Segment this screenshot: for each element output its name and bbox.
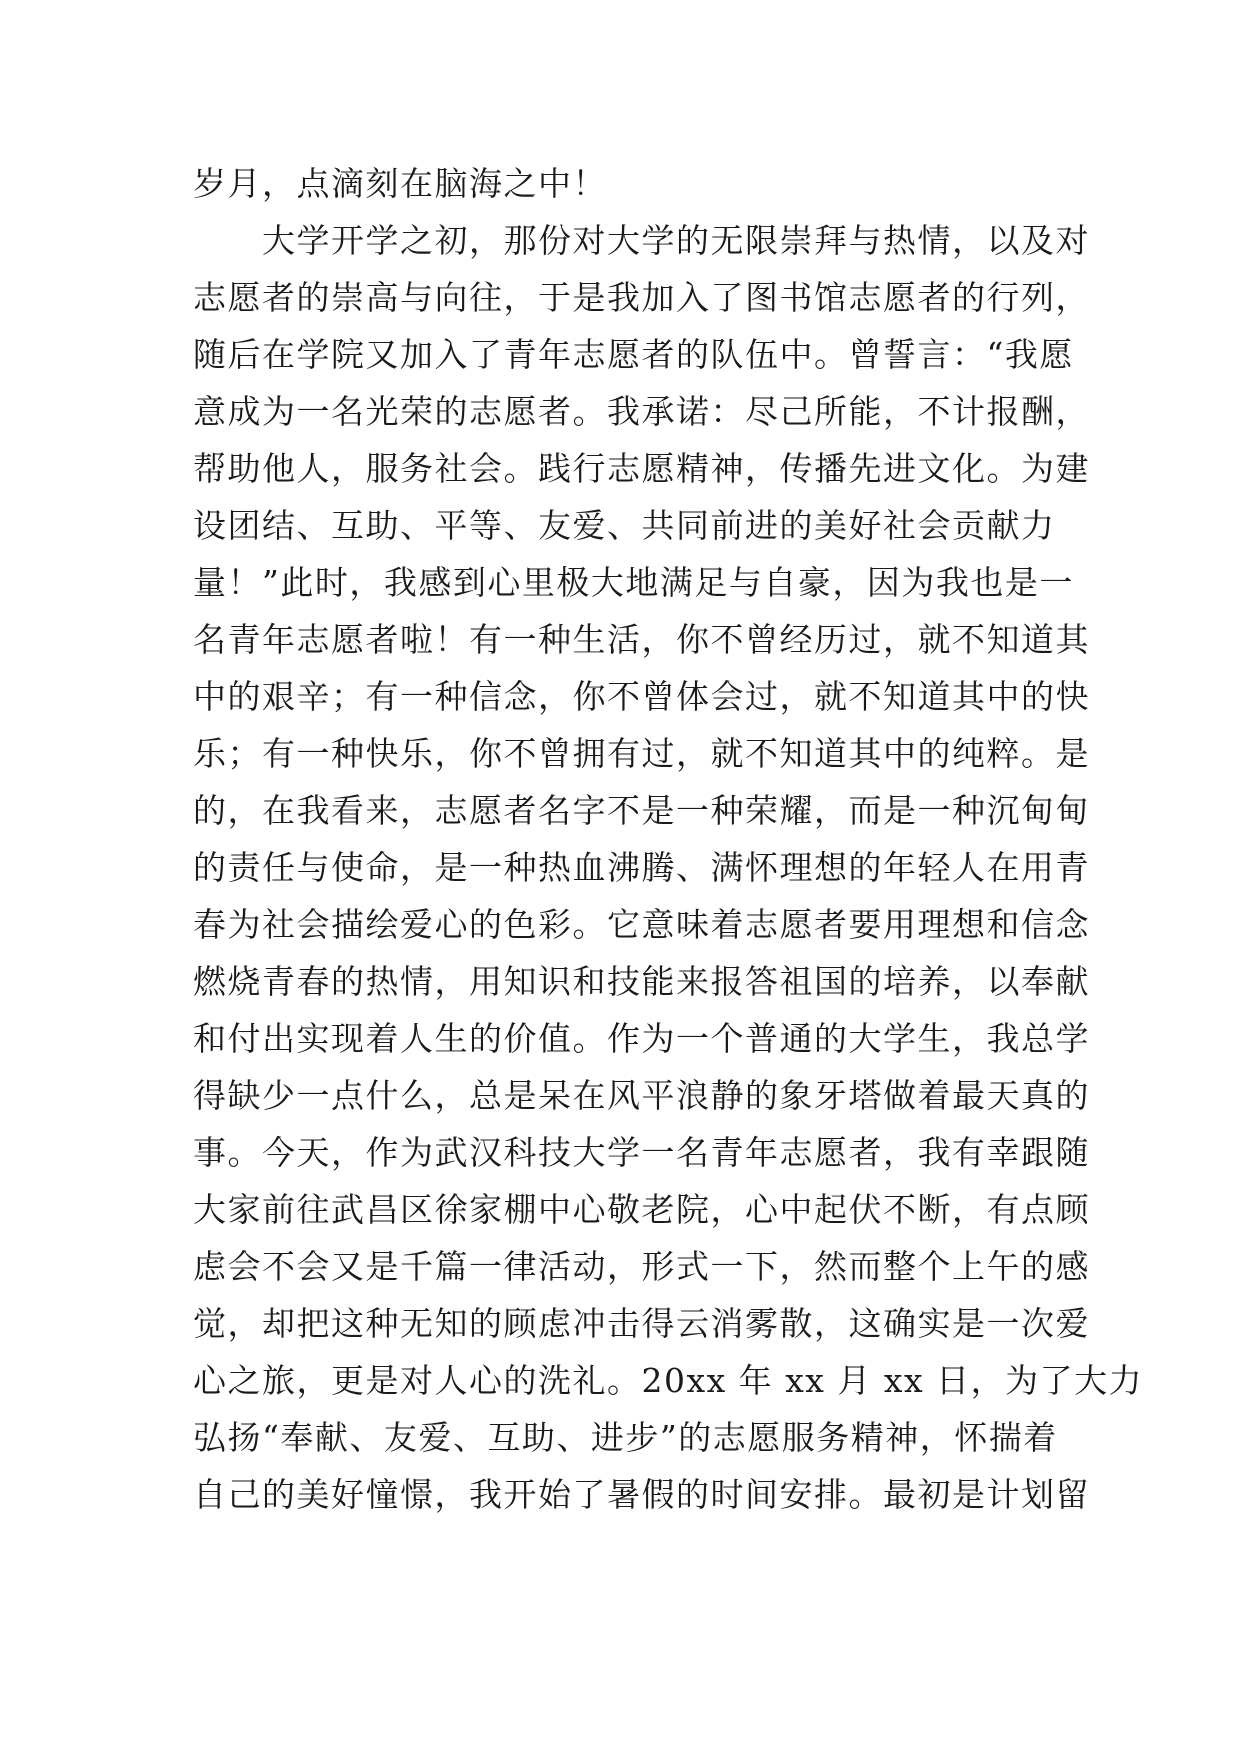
text-line: 虑会不会又是千篇一律活动，形式一下，然而整个上午的感 xyxy=(193,1247,1090,1286)
text-line: 事。今天，作为武汉科技大学一名青年志愿者，我有幸跟随 xyxy=(193,1133,1090,1172)
text-line: 意成为一名光荣的志愿者。我承诺：尽己所能，不计报酬， xyxy=(193,392,1090,431)
text-line: 中的艰辛；有一种信念，你不曾体会过，就不知道其中的快 xyxy=(193,677,1090,716)
text-line: 大家前往武昌区徐家棚中心敬老院，心中起伏不断，有点顾 xyxy=(193,1190,1090,1229)
text-line: 的责任与使命，是一种热血沸腾、满怀理想的年轻人在用青 xyxy=(193,848,1090,887)
text-line: 觉，却把这种无知的顾虑冲击得云消雾散，这确实是一次爱 xyxy=(193,1304,1090,1343)
text-line: 自己的美好憧憬，我开始了暑假的时间安排。最初是计划留 xyxy=(193,1475,1090,1514)
body-text xyxy=(193,155,1144,1523)
text-line: 帮助他人，服务社会。践行志愿精神，传播先进文化。为建 xyxy=(193,449,1090,488)
text-line: 名青年志愿者啦！有一种生活，你不曾经历过，就不知道其 xyxy=(193,620,1090,659)
text-line: 得缺少一点什么，总是呆在风平浪静的象牙塔做着最天真的 xyxy=(193,1076,1090,1115)
text-line: 弘扬“奉献、友爱、互助、进步”的志愿服务精神，怀揣着 xyxy=(193,1418,1058,1457)
text-line: 随后在学院又加入了青年志愿者的队伍中。曾誓言：“我愿 xyxy=(193,335,1074,374)
text-line: 乐；有一种快乐，你不曾拥有过，就不知道其中的纯粹。是 xyxy=(193,734,1090,773)
text-line: 大学开学之初，那份对大学的无限崇拜与热情，以及对 xyxy=(193,221,1090,260)
text-line: 的，在我看来，志愿者名字不是一种荣耀，而是一种沉甸甸 xyxy=(193,791,1090,830)
text-line: 设团结、互助、平等、友爱、共同前进的美好社会贡献力 xyxy=(193,506,1056,545)
text-line: 春为社会描绘爱心的色彩。它意味着志愿者要用理想和信念 xyxy=(193,905,1090,944)
text-line: 和付出实现着人生的价值。作为一个普通的大学生，我总学 xyxy=(193,1019,1090,1058)
text-line: 量！”此时，我感到心里极大地满足与自豪，因为我也是一 xyxy=(193,563,1074,602)
text-line: 燃烧青春的热情，用知识和技能来报答祖国的培养，以奉献 xyxy=(193,962,1090,1001)
text-line: 志愿者的崇高与向往，于是我加入了图书馆志愿者的行列， xyxy=(193,278,1090,317)
text-line: 心之旅，更是对人心的洗礼。20xx 年 xx 月 xx 日，为了大力 xyxy=(193,1361,1144,1400)
text-line: 岁月，点滴刻在脑海之中！ xyxy=(193,164,607,203)
